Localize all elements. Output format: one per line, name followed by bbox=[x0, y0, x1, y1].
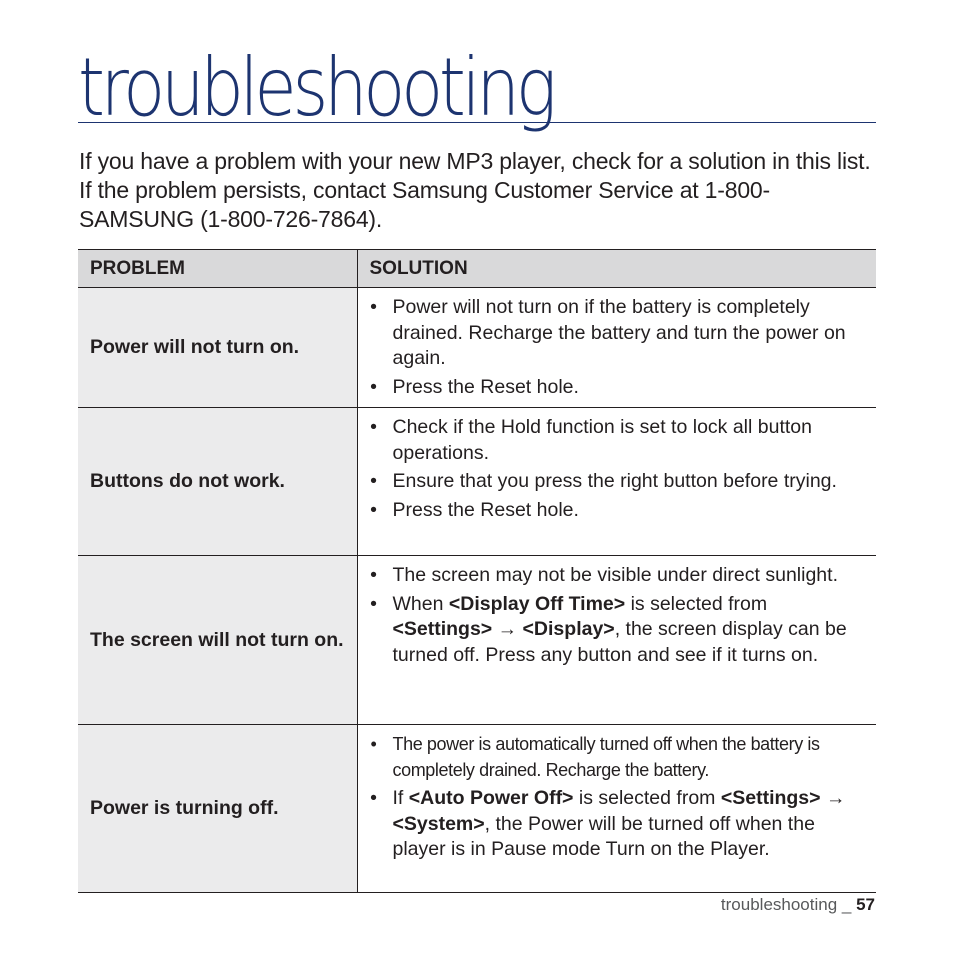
solution-cell bbox=[357, 556, 876, 725]
solution-cell bbox=[357, 288, 876, 408]
solution-text: Power will not turn on if the battery is completely drained. Recharge the battery and turn the power on again. bbox=[392, 296, 846, 369]
solution-text: , the screen display can be turned off. Press any button and see if it turns on. bbox=[392, 618, 847, 666]
page-number: 57 bbox=[856, 895, 875, 914]
solution-item bbox=[368, 498, 869, 524]
table-row bbox=[78, 725, 876, 893]
solution-text: Check if the Hold function is set to lock all button operations. bbox=[392, 416, 812, 464]
solution-list bbox=[368, 295, 869, 400]
bullet-marker: • bbox=[370, 564, 377, 586]
solution-item bbox=[368, 786, 869, 863]
menu-reference: <Display Off Time> bbox=[448, 592, 626, 615]
page-footer bbox=[721, 895, 875, 915]
problem-cell: Power will not turn on. bbox=[78, 288, 357, 408]
menu-reference: <Auto Power Off> bbox=[408, 787, 574, 809]
solution-text: Press the Reset hole. bbox=[392, 498, 579, 521]
bullet-marker: • bbox=[370, 296, 377, 318]
table-header-row bbox=[78, 250, 876, 288]
solution-list bbox=[368, 563, 869, 668]
bullet-marker: • bbox=[370, 734, 377, 754]
solution-text: The power is automatically turned off when the battery is completely drained. Recharge the battery. bbox=[392, 734, 820, 780]
solution-item bbox=[368, 732, 869, 783]
solution-item bbox=[368, 592, 869, 669]
solution-text: Press the Reset hole. bbox=[392, 375, 579, 398]
solution-item bbox=[368, 469, 869, 495]
footer-section-label: troubleshooting _ bbox=[720, 895, 857, 914]
menu-reference: <Display> bbox=[522, 618, 615, 640]
bullet-marker: • bbox=[370, 787, 377, 809]
problem-column-header: PROBLEM bbox=[78, 250, 357, 288]
table-row bbox=[78, 288, 876, 408]
problem-cell: Power is turning off. bbox=[78, 725, 357, 893]
bullet-marker: • bbox=[370, 375, 377, 398]
solution-list bbox=[368, 732, 869, 863]
solution-text: When bbox=[392, 592, 449, 615]
menu-reference: <Settings> bbox=[392, 618, 493, 640]
solution-text: , the Power will be turned off when the player is in Pause mode Turn on the Player. bbox=[392, 812, 815, 860]
solution-item bbox=[368, 375, 869, 401]
table-body bbox=[78, 288, 876, 893]
bullet-marker: • bbox=[370, 416, 377, 438]
solution-item bbox=[368, 295, 869, 372]
solution-text: The screen may not be visible under direct sunlight. bbox=[392, 564, 838, 586]
solution-text: is selected from bbox=[573, 787, 721, 809]
bullet-marker: • bbox=[370, 470, 377, 492]
solution-cell bbox=[357, 725, 876, 893]
menu-reference: <Settings> bbox=[720, 787, 821, 809]
solution-text: → bbox=[820, 787, 846, 809]
solution-text: → bbox=[492, 618, 523, 640]
solution-column-header: SOLUTION bbox=[357, 250, 876, 288]
bullet-marker: • bbox=[370, 592, 377, 615]
problem-cell: The screen will not turn on. bbox=[78, 556, 357, 725]
problem-cell: Buttons do not work. bbox=[78, 408, 357, 556]
solution-text: is selected from bbox=[625, 592, 768, 615]
menu-reference: <System> bbox=[392, 812, 485, 835]
table-row bbox=[78, 556, 876, 725]
intro-paragraph: If you have a problem with your new MP3 player, check for a solution in this list. If the problem persists, contact Samsung Customer Service at 1-800-SAMSUNG (1-800-726-7864). bbox=[79, 148, 871, 232]
table-row bbox=[78, 408, 876, 556]
solution-item bbox=[368, 415, 869, 466]
solution-cell bbox=[357, 408, 876, 556]
solution-text: If bbox=[392, 787, 409, 809]
solution-item bbox=[368, 563, 869, 589]
solution-list bbox=[368, 415, 869, 523]
solution-text: Ensure that you press the right button before trying. bbox=[392, 470, 837, 492]
bullet-marker: • bbox=[370, 498, 377, 521]
title-divider bbox=[78, 122, 876, 123]
page-title: troubleshooting bbox=[78, 41, 553, 134]
troubleshooting-table bbox=[78, 249, 876, 893]
